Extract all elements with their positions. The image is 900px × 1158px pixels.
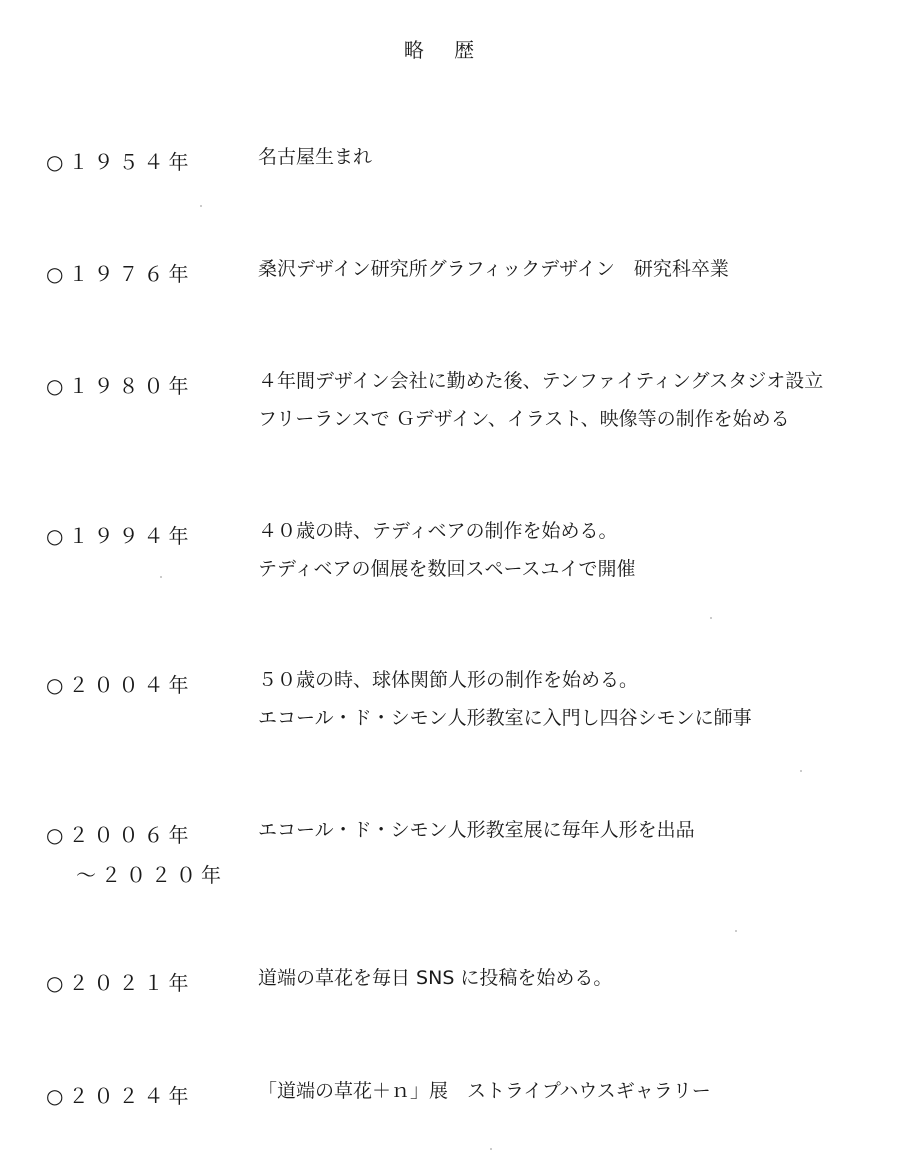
entry-line: エコール・ド・シモン人形教室に入門し四谷シモンに師事: [258, 707, 752, 729]
entry-line: エコール・ド・シモン人形教室展に毎年人形を出品: [258, 819, 695, 841]
entry-year: ○２００４年: [46, 673, 194, 697]
entry-description: [258, 661, 752, 737]
entry-line: ４年間デザイン会社に勤めた後、テンファイティングスタジオ設立: [258, 370, 824, 392]
entry-line: 道端の草花を毎日 SNS に投稿を始める。: [258, 967, 613, 989]
entry-year: ○２００６年: [46, 823, 194, 847]
entry-line: 名古屋生まれ: [258, 146, 373, 168]
entry-description: [258, 362, 823, 438]
scan-speck: [200, 205, 202, 207]
scan-speck: [800, 770, 802, 772]
entry-year: ○２０２４年: [46, 1084, 194, 1108]
entry-description: [258, 1072, 711, 1110]
entry-line: 「道端の草花＋ｎ」展 ストライプハウスギャラリー: [258, 1080, 711, 1102]
entry-line: 桑沢デザイン研究所グラフィックデザイン 研究科卒業: [258, 258, 729, 280]
scan-speck: [490, 1148, 492, 1150]
entry-year: ○２０２１年: [46, 971, 194, 995]
entry-description: [258, 811, 695, 849]
entry-description: [258, 250, 729, 288]
entry-line: テディベアの個展を数回スペースユイで開催: [258, 558, 636, 580]
entry-description: [258, 512, 636, 588]
page-title: 略 歴: [403, 38, 487, 62]
entry-description: [258, 138, 372, 176]
entry-year: ○１９７６年: [46, 262, 194, 286]
entry-year: ○１９５４年: [46, 150, 194, 174]
entry-year: ○１９９４年: [46, 524, 194, 548]
entry-year: ○１９８０年: [46, 374, 194, 398]
entry-year-end: ～２０２０年: [76, 863, 226, 887]
entry-description: [258, 959, 612, 997]
entry-line: ５０歳の時、球体関節人形の制作を始める。: [258, 669, 639, 691]
scan-speck: [735, 930, 737, 932]
scan-speck: [160, 576, 162, 578]
entry-line: フリーランスで Ｇデザイン、イラスト、映像等の制作を始める: [258, 408, 790, 430]
entry-line: ４０歳の時、テディベアの制作を始める。: [258, 520, 618, 542]
scan-speck: [710, 617, 712, 619]
